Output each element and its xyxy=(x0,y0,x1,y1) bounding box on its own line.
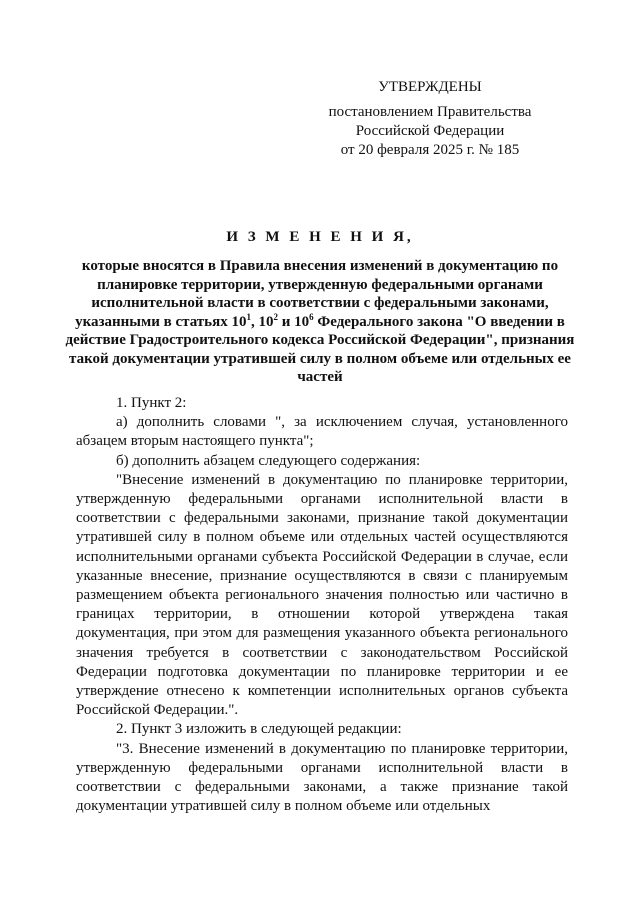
document-heading xyxy=(60,228,580,387)
approval-line: от 20 февраля 2025 г. № 185 xyxy=(340,142,520,158)
superscript-6: 6 xyxy=(309,311,314,322)
subtitle-text: и 10 xyxy=(277,313,310,330)
paragraph: "3. Внесение изменений в документацию по планировке территории, утвержденную федеральными органами исполнительной власти в соответствии с федеральными законами, а также признание такой документации утратившей силу в полном объеме или отдельных xyxy=(76,740,568,815)
paragraph: "Внесение изменений в документацию по планировке территории, утвержденную федеральными органами исполнительной власти в соответствии с федеральными законами, признание такой документации утратившей силу в полном объеме или отдельных частей осуществляются исполнительными органами субъекта Российской Федерации в случае, если указанные внесение, признание осуществляются в связи с планируемым размещением объекта регионального значения полностью или частично в границах территории, в отношении которой утверждена такая документация, при этом для размещения указанного объекта регионального значения требуется в соответствии с законодательством Российской Федерации подготовка документации по планировке территории и ее утверждение отнесено к компетенции исполнительных органов субъекта Российской Федерации.". xyxy=(76,471,568,719)
approval-line: постановлением Правительства xyxy=(328,104,532,120)
subtitle-text: Федерального закона "О введении в действие Градостроительного кодекса Российской Федерации", признания такой документации утратившей силу в полном объеме или отдельных ее частей xyxy=(65,313,575,385)
approval-block xyxy=(300,78,560,160)
document-subtitle xyxy=(60,257,580,387)
paragraph: 2. Пункт 3 изложить в следующей редакции: xyxy=(116,721,402,738)
paragraph: б) дополнить абзацем следующего содержания: xyxy=(116,452,421,469)
subtitle-text: , 10 xyxy=(250,313,274,330)
approval-title: УТВЕРЖДЕНЫ xyxy=(378,79,482,95)
document-title: И З М Е Н Е Н И Я, xyxy=(226,229,414,245)
subtitle-text: которые вносятся в Правила внесения изменений в документацию по планировке территории, утвержденную федеральными органами исполнительной власти в соответствии с федеральными законами, указанными в статьях 10 xyxy=(75,258,559,330)
approval-line: Российской Федерации xyxy=(355,123,505,139)
paragraph: а) дополнить словами ", за исключением случая, установленного абзацем вторым настоящего пункта"; xyxy=(76,414,568,450)
superscript-1: 1 xyxy=(246,311,251,322)
document-body xyxy=(76,394,568,816)
superscript-2: 2 xyxy=(273,311,278,322)
paragraph: 1. Пункт 2: xyxy=(116,395,187,411)
